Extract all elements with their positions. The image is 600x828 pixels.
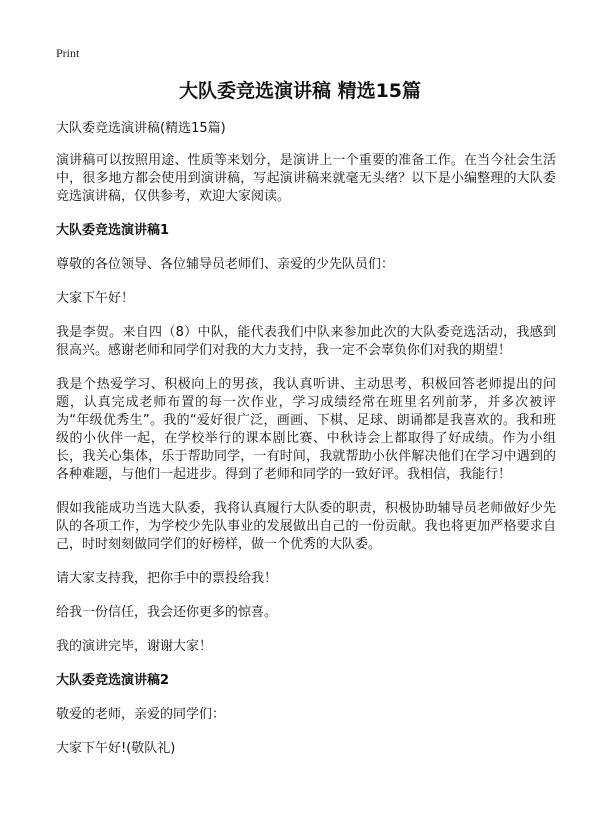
paragraph: 大家下午好!(敬队礼): [56, 741, 176, 756]
section-heading-1: 大队委竞选演讲稿1: [56, 223, 170, 238]
paragraph: 我是李贺。来自四（8）中队，能代表我们中队来参加此次的大队委竞选活动，我感到很高兴。感谢老师和同学们对我的大力支持，我一定不会辜负你们对我的期望！: [56, 325, 556, 358]
paragraph: 大家下午好！: [56, 291, 135, 306]
paragraph: 我是个热爱学习、积极向上的男孩，我认真听讲、主动思考，积极回答老师提出的问题，认真完成老师布置的每一次作业，学习成绩经常在班里名列前茅，并多次被评为“年级优秀生”。我的“爱好很广泛，画画、下棋、足球、朗诵都是我喜欢的。我和班级的小伙伴一起，在学校举行的课本剧比赛、中秋诗会上都取得了好成绩。作为小组长，我关心集体，乐于帮助同学，一有时间，我就帮助小伙伴解决他们在学习中遇到的各种难题，与他们一起进步。得到了老师和同学的一致好评。我相信，我能行！: [56, 377, 556, 482]
paragraph: 给我一份信任，我会还你更多的惊喜。: [56, 605, 278, 620]
print-link[interactable]: Print: [56, 46, 80, 60]
section-heading-2: 大队委竞选演讲稿2: [56, 673, 170, 688]
paragraph: 尊敬的各位领导、各位辅导员老师们、亲爱的少先队员们：: [56, 257, 395, 272]
intro-paragraph: 演讲稿可以按照用途、性质等来划分，是演讲上一个重要的准备工作。在当今社会生活中，很多地方都会使用到演讲稿，写起演讲稿来就毫无头绪？以下是小编整理的大队委竞选演讲稿，仅供参考，欢迎大家阅读。: [56, 153, 556, 204]
subtitle: 大队委竞选演讲稿(精选15篇): [56, 121, 226, 136]
paragraph: 请大家支持我，把你手中的票投给我！: [56, 571, 278, 586]
paragraph: 假如我能成功当选大队委，我将认真履行大队委的职责，积极协助辅导员老师做好少先队的各项工作，为学校少先队事业的发展做出自己的一份贡献。我也将更加严格要求自己，时时刻刻做同学们的好榜样，做一个优秀的大队委。: [56, 501, 556, 552]
paragraph: 敬爱的老师，亲爱的同学们：: [56, 707, 226, 722]
paragraph: 我的演讲完毕，谢谢大家！: [56, 639, 213, 654]
article-body: [56, 120, 556, 758]
page-title: 大队委竞选演讲稿 精选15篇: [178, 80, 422, 102]
